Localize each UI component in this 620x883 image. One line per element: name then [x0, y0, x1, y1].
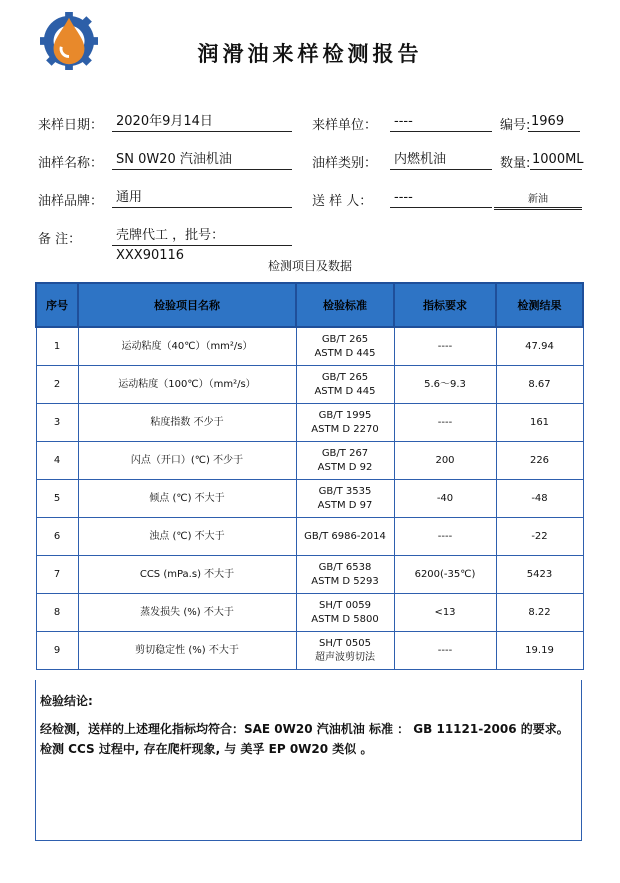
header-no: 序号 — [36, 283, 78, 327]
conclusion-text — [40, 719, 577, 759]
row-item: 浊点 (℃) 不大于 — [78, 518, 296, 556]
row-item: 运动粘度（100℃）（mm²/s） — [78, 366, 296, 404]
table-row — [36, 594, 583, 632]
row-result: 226 — [496, 442, 583, 480]
quantity-label: 数量: — [500, 156, 531, 171]
row-requirement: ---- — [394, 404, 496, 442]
row-requirement: 6200(-35℃) — [394, 556, 496, 594]
remarks-value: 壳牌代工 ，批号：XXX90116 — [112, 226, 292, 246]
row-no: 2 — [36, 366, 78, 404]
oil-name-label: 油样名称： — [38, 156, 104, 171]
row-standard: SH/T 0059 ASTM D 5800 — [296, 594, 394, 632]
row-standard: SH/T 0505 超声波剪切法 — [296, 632, 394, 670]
row-result: 8.22 — [496, 594, 583, 632]
row-item: 运动粘度（40℃）（mm²/s） — [78, 327, 296, 366]
conclusion-line-2: 检测 CCS 过程中, 存在爬杆现象, 与 美孚 EP 0W20 类似 。 — [40, 742, 373, 756]
row-standard: GB/T 6986-2014 — [296, 518, 394, 556]
row-result: 8.67 — [496, 366, 583, 404]
sample-unit-value: ---- — [390, 112, 492, 132]
quantity-value: 1000ML — [530, 150, 582, 170]
row-requirement: ---- — [394, 518, 496, 556]
test-results-table — [35, 282, 584, 670]
row-item: 粘度指数 不少于 — [78, 404, 296, 442]
table-row — [36, 404, 583, 442]
brand-label: 油样品牌： — [38, 194, 104, 209]
row-result: 161 — [496, 404, 583, 442]
row-requirement: <13 — [394, 594, 496, 632]
row-result: 19.19 — [496, 632, 583, 670]
row-requirement: 5.6～9.3 — [394, 366, 496, 404]
row-no: 8 — [36, 594, 78, 632]
row-no: 7 — [36, 556, 78, 594]
table-row — [36, 632, 583, 670]
table-row — [36, 518, 583, 556]
oil-type-value: 内燃机油 — [390, 150, 492, 170]
row-no: 6 — [36, 518, 78, 556]
number-label: 编号: — [500, 118, 531, 133]
brand-value: 通用 — [112, 188, 292, 208]
table-header-row — [36, 283, 583, 327]
row-item: 蒸发损失 (%) 不大于 — [78, 594, 296, 632]
header-standard: 检验标准 — [296, 283, 394, 327]
row-no: 9 — [36, 632, 78, 670]
row-item: 闪点（开口）(℃) 不少于 — [78, 442, 296, 480]
sample-unit-label: 来样单位： — [312, 118, 378, 133]
table-row — [36, 327, 583, 366]
oil-name-value: SN 0W20 汽油机油 — [112, 150, 292, 170]
table-row — [36, 480, 583, 518]
header-item: 检验项目名称 — [78, 283, 296, 327]
section-title: 检测项目及数据 — [267, 259, 352, 273]
row-result: 5423 — [496, 556, 583, 594]
row-item: 剪切稳定性 (%) 不大于 — [78, 632, 296, 670]
oil-type-label: 油样类别： — [312, 156, 378, 171]
row-result: -22 — [496, 518, 583, 556]
row-requirement: 200 — [394, 442, 496, 480]
sample-date-value: 2020年9月14日 — [112, 112, 292, 132]
sample-date-label: 来样日期： — [38, 118, 104, 133]
oil-state-value: 新油 — [494, 190, 582, 210]
sender-label: 送 样 人： — [312, 194, 373, 209]
row-standard: GB/T 265 ASTM D 445 — [296, 327, 394, 366]
row-no: 3 — [36, 404, 78, 442]
row-requirement: ---- — [394, 632, 496, 670]
row-requirement: -40 — [394, 480, 496, 518]
table-row — [36, 442, 583, 480]
conclusion-heading: 检验结论: — [40, 694, 93, 708]
sender-value: ---- — [390, 188, 492, 208]
gear-oil-drop-logo-icon — [40, 12, 98, 70]
row-standard: GB/T 6538 ASTM D 5293 — [296, 556, 394, 594]
header-requirement: 指标要求 — [394, 283, 496, 327]
report-title: 润滑油来样检测报告 — [197, 41, 423, 66]
row-item: 倾点 (℃) 不大于 — [78, 480, 296, 518]
row-standard: GB/T 3535 ASTM D 97 — [296, 480, 394, 518]
remarks-label: 备 注： — [38, 232, 82, 247]
row-no: 5 — [36, 480, 78, 518]
table-row — [36, 556, 583, 594]
row-item: CCS (mPa.s) 不大于 — [78, 556, 296, 594]
row-result: -48 — [496, 480, 583, 518]
row-no: 1 — [36, 327, 78, 366]
row-no: 4 — [36, 442, 78, 480]
header-result: 检测结果 — [496, 283, 583, 327]
conclusion-box — [35, 680, 582, 841]
table-row — [36, 366, 583, 404]
row-standard: GB/T 265 ASTM D 445 — [296, 366, 394, 404]
number-value: 1969 — [528, 112, 580, 132]
row-standard: GB/T 1995 ASTM D 2270 — [296, 404, 394, 442]
row-result: 47.94 — [496, 327, 583, 366]
row-standard: GB/T 267 ASTM D 92 — [296, 442, 394, 480]
row-requirement: ---- — [394, 327, 496, 366]
conclusion-line-1: 经检测，送样的上述理化指标均符合：SAE 0W20 汽油机油 标准 ： GB 11121-2006 的要求。 — [40, 722, 569, 736]
